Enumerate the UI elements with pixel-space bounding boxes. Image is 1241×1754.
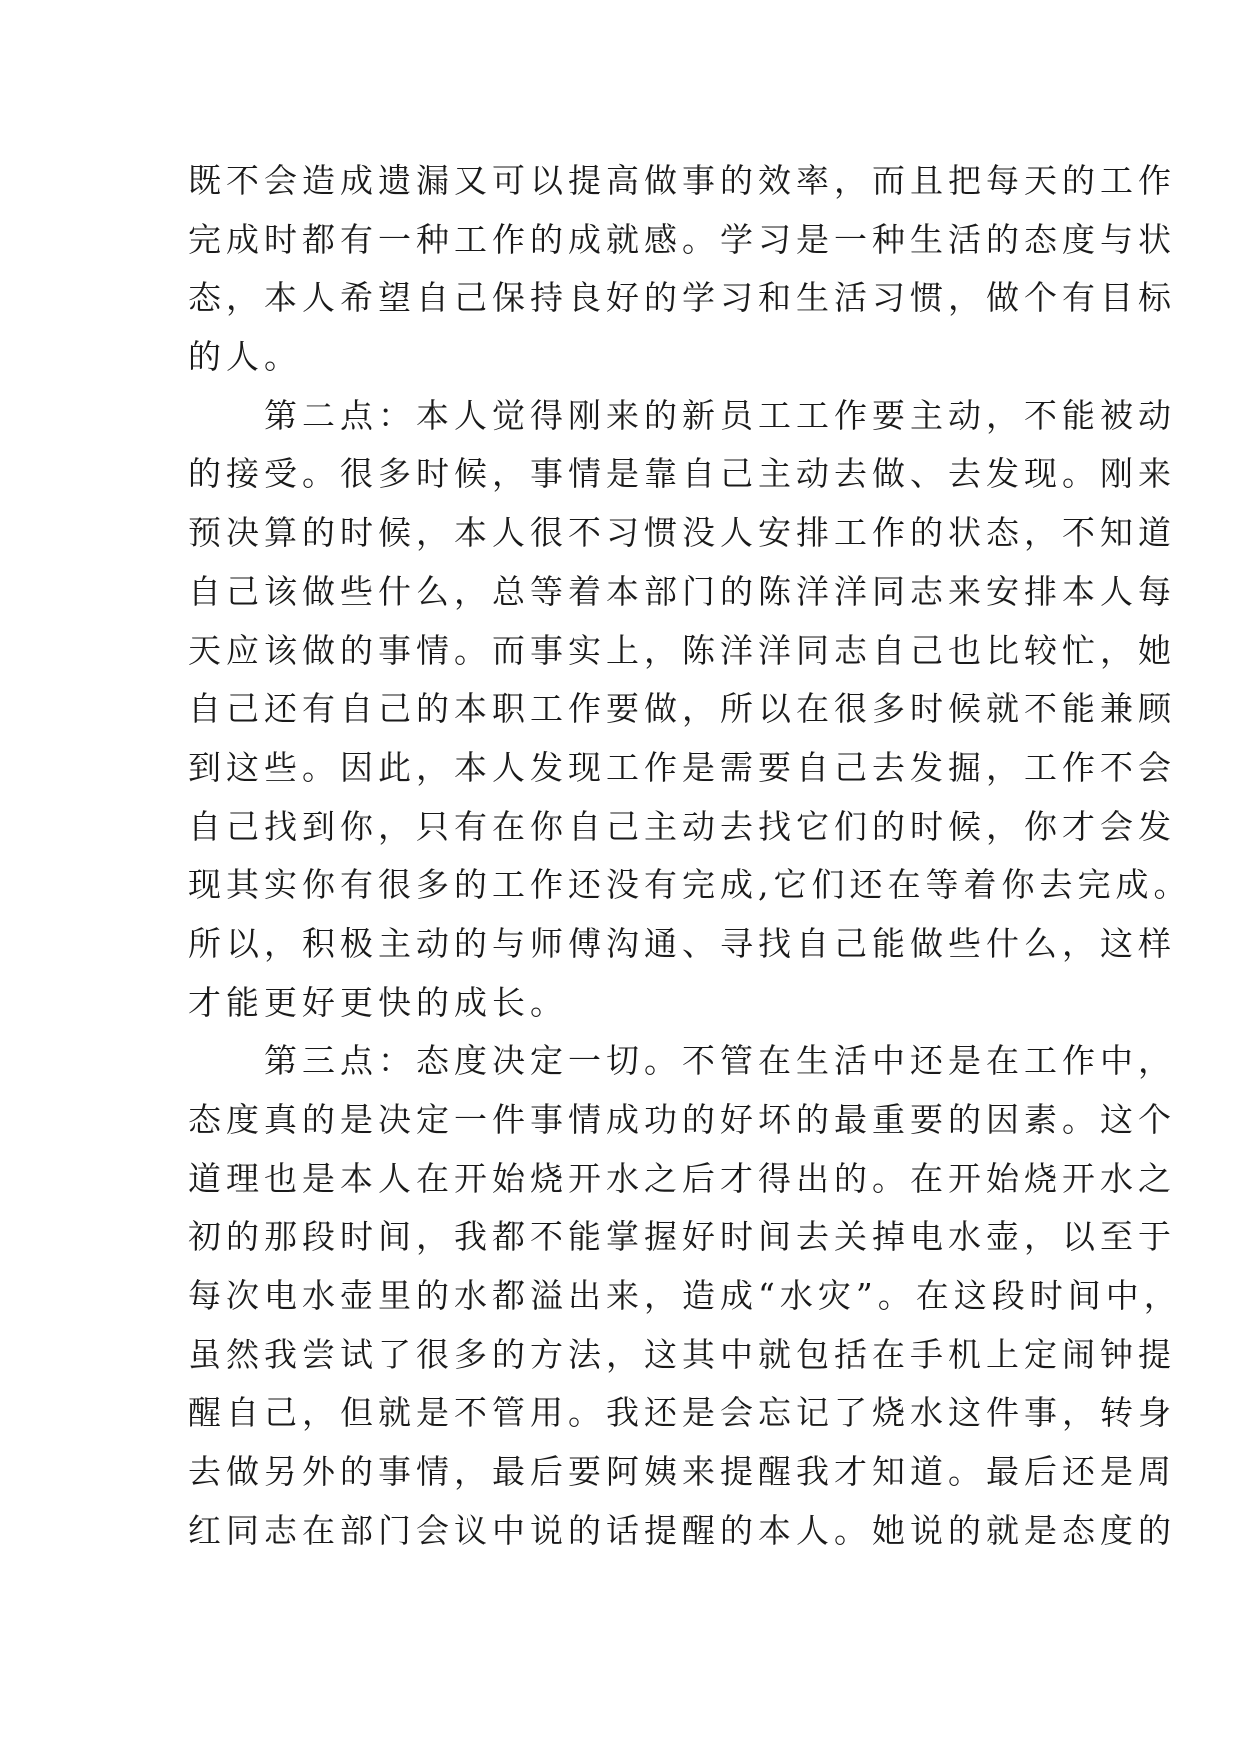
text-line: 自己该做些什么，总等着本部门的陈洋洋同志来安排本人每 xyxy=(188,571,1176,611)
text-line: 自己还有自己的本职工作要做，所以在很多时候就不能兼顾 xyxy=(188,689,1176,729)
text-line: 态，本人希望自己保持良好的学习和生活习惯，做个有目标 xyxy=(188,278,1176,318)
text-line: 完成时都有一种工作的成就感。学习是一种生活的态度与状 xyxy=(188,219,1176,259)
text-line: 现其实你有很多的工作还没有完成,它们还在等着你去完成。 xyxy=(188,865,1192,905)
text-line: 既不会造成遗漏又可以提高做事的效率，而且把每天的工作 xyxy=(188,161,1176,200)
text-line: 到这些。因此，本人发现工作是需要自己去发掘，工作不会 xyxy=(188,747,1176,787)
text-line: 才能更好更快的成长。 xyxy=(188,982,568,1022)
text-line: 自己找到你，只有在你自己主动去找它们的时候，你才会发 xyxy=(188,806,1176,846)
paragraph-start-line: 第三点：态度决定一切。不管在生活中还是在工作中， xyxy=(264,1041,1176,1081)
paragraph-start-line: 第二点：本人觉得刚来的新员工工作要主动，不能被动 xyxy=(264,395,1176,435)
text-line: 预决算的时候，本人很不习惯没人安排工作的状态，不知道 xyxy=(188,513,1176,553)
text-line: 所以，积极主动的与师傅沟通、寻找自己能做些什么，这样 xyxy=(188,923,1176,963)
text-line: 态度真的是决定一件事情成功的好坏的最重要的因素。这个 xyxy=(188,1100,1176,1139)
document-body xyxy=(188,152,1192,1561)
text-line: 道理也是本人在开始烧开水之后才得出的。在开始烧开水之 xyxy=(188,1158,1176,1198)
text-line: 红同志在部门会议中说的话提醒的本人。她说的就是态度的 xyxy=(188,1510,1176,1550)
text-line: 的人。 xyxy=(188,337,302,377)
text-line: 去做另外的事情，最后要阿姨来提醒我才知道。最后还是周 xyxy=(188,1452,1176,1492)
text-line: 天应该做的事情。而事实上，陈洋洋同志自己也比较忙，她 xyxy=(188,630,1176,670)
text-line: 虽然我尝试了很多的方法，这其中就包括在手机上定闹钟提 xyxy=(188,1334,1176,1374)
text-line: 醒自己，但就是不管用。我还是会忘记了烧水这件事，转身 xyxy=(188,1393,1176,1433)
text-line: 每次电水壶里的水都溢出来，造成“水灾”。在这段时间中， xyxy=(188,1276,1182,1316)
text-line: 初的那段时间，我都不能掌握好时间去关掉电水壶，以至于 xyxy=(188,1217,1176,1257)
text-line: 的接受。很多时候，事情是靠自己主动去做、去发现。刚来 xyxy=(188,454,1176,494)
